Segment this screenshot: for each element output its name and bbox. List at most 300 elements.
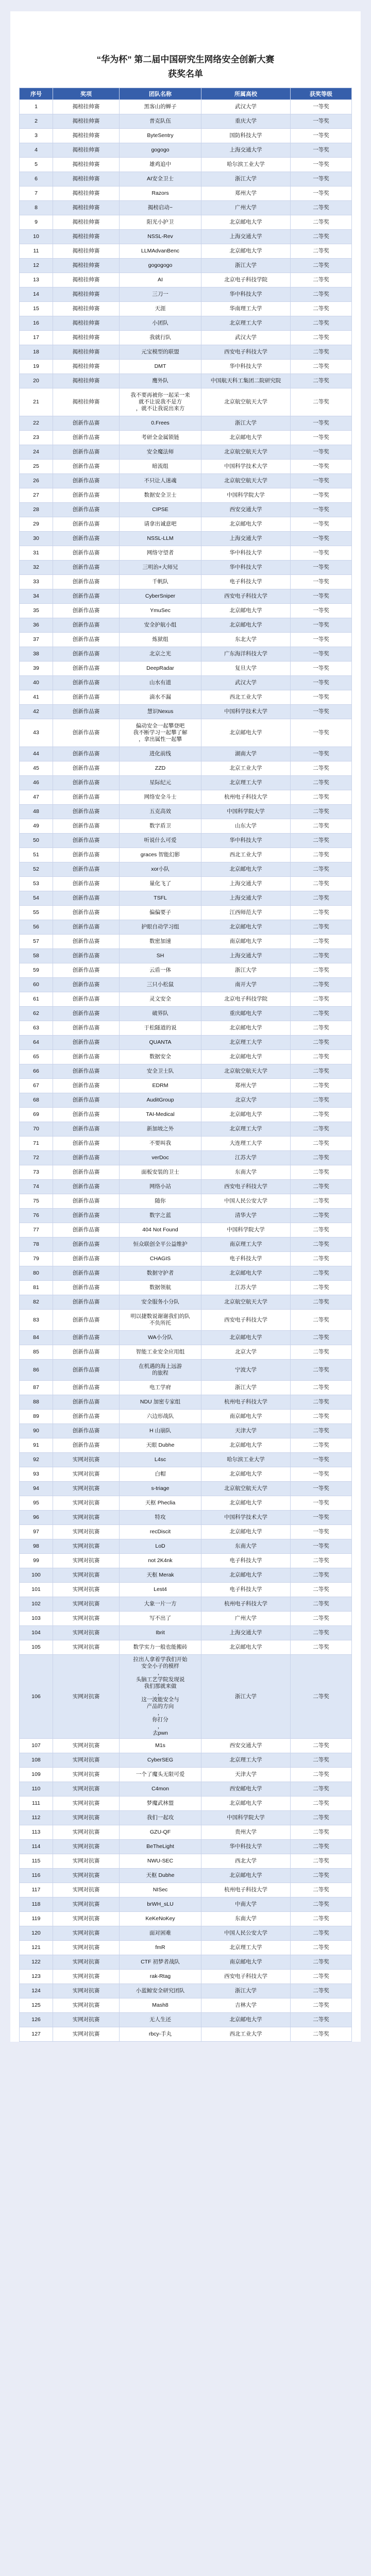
award-cell-index: 19 [20,360,53,374]
award-cell-level: 二等奖 [291,1360,352,1381]
award-cell-award: 创新作品赛 [53,1345,120,1360]
award-cell-school: 北京邮电大学 [201,1438,291,1453]
award-cell-school: 北京邮电大学 [201,1797,291,1811]
award-cell-school: 北京航空航天大学 [201,1295,291,1310]
award-cell-award: 创新作品赛 [53,1093,120,1108]
award-cell-team: Lest4 [120,1583,201,1597]
award-cell-award: 创新作品赛 [53,1410,120,1424]
award-row [20,1739,352,1753]
award-cell-award: 揭榜挂帅赛 [53,388,120,416]
award-cell-award: 实网对抗赛 [53,1453,120,1467]
award-cell-team: 阳光小护卫 [120,215,201,230]
award-cell-team: LLMAdvanBenc [120,244,201,259]
award-cell-award: 实网对抗赛 [53,1554,120,1568]
award-cell-award: 创新作品赛 [53,1331,120,1345]
award-cell-school: 西安电子科技大学 [201,1970,291,1984]
award-cell-award: 实网对抗赛 [53,1782,120,1797]
award-cell-school: 北京邮电大学 [201,920,291,935]
award-cell-school: 北京邮电大学 [201,1108,291,1122]
award-cell-level: 二等奖 [291,1122,352,1137]
award-cell-level: 二等奖 [291,1223,352,1238]
award-cell-level: 二等奖 [291,978,352,992]
award-cell-school: 南京邮电大学 [201,935,291,949]
award-cell-team: 鹰外队 [120,374,201,388]
award-cell-school: 大连理工大学 [201,1137,291,1151]
award-cell-level: 二等奖 [291,1970,352,1984]
award-cell-school: 重庆大学 [201,114,291,129]
award-cell-level: 二等奖 [291,331,352,345]
award-cell-award: 创新作品赛 [53,1137,120,1151]
award-cell-award: 揭榜挂帅赛 [53,273,120,287]
award-cell-award: 创新作品赛 [53,1165,120,1180]
award-cell-level: 二等奖 [291,1064,352,1079]
award-cell-school: 北京邮电大学 [201,2013,291,2027]
award-cell-award: 创新作品赛 [53,1021,120,1036]
award-cell-level: 一等奖 [291,488,352,503]
award-cell-award: 创新作品赛 [53,1310,120,1331]
award-cell-team: TSFL [120,891,201,906]
award-row [20,1381,352,1395]
award-cell-level: 二等奖 [291,1194,352,1209]
award-cell-school: 中国人民公安大学 [201,1926,291,1941]
award-row [20,1840,352,1854]
award-cell-team: 黑客山的蝉子 [120,100,201,114]
award-row [20,1122,352,1137]
award-cell-index: 51 [20,848,53,862]
award-cell-level: 一等奖 [291,416,352,431]
award-cell-team: verDoc [120,1151,201,1165]
award-cell-award: 创新作品赛 [53,431,120,445]
award-cell-award: 创新作品赛 [53,662,120,676]
award-cell-level: 二等奖 [291,1797,352,1811]
award-cell-level: 一等奖 [291,575,352,589]
award-cell-award: 创新作品赛 [53,460,120,474]
award-cell-team: gogogo [120,143,201,158]
award-cell-team: TAI-Medical [120,1108,201,1122]
award-cell-school: 上海交通大学 [201,1626,291,1640]
award-row [20,460,352,474]
award-cell-team: 新加坡之外 [120,1122,201,1137]
award-cell-index: 70 [20,1122,53,1137]
award-row [20,1640,352,1655]
award-cell-index: 53 [20,877,53,891]
award-cell-school: 北京邮电大学 [201,1568,291,1583]
award-cell-index: 89 [20,1410,53,1424]
award-cell-award: 创新作品赛 [53,963,120,978]
award-cell-index: 14 [20,287,53,302]
award-cell-team: 听说什么可爱 [120,834,201,848]
award-cell-award: 实网对抗赛 [53,2013,120,2027]
award-cell-school: 华中科技大学 [201,834,291,848]
award-row [20,1108,352,1122]
award-cell-school: 哈尔滨工业大学 [201,158,291,172]
award-cell-team: BeTheLight [120,1840,201,1854]
award-cell-team: 0.Frees [120,416,201,431]
award-row [20,1955,352,1970]
award-row [20,1467,352,1482]
award-row [20,172,352,187]
award-cell-level: 二等奖 [291,1381,352,1395]
award-cell-team: ByteSentry [120,129,201,143]
award-cell-school: 西安电子科技大学 [201,345,291,360]
award-cell-team: 量化飞了 [120,877,201,891]
award-cell-level: 二等奖 [291,906,352,920]
award-cell-index: 103 [20,1612,53,1626]
award-row [20,129,352,143]
award-row [20,1410,352,1424]
award-row [20,1525,352,1539]
award-cell-index: 111 [20,1797,53,1811]
award-cell-team: 三只小松鼠 [120,978,201,992]
award-cell-level: 二等奖 [291,1079,352,1093]
award-row [20,187,352,201]
award-cell-team: 灵文安全 [120,992,201,1007]
award-cell-award: 创新作品赛 [53,1424,120,1438]
award-cell-level: 二等奖 [291,1424,352,1438]
award-cell-team: 炼狱组 [120,633,201,647]
award-cell-team: 404 Not Found [120,1223,201,1238]
award-row [20,1854,352,1869]
award-cell-team: 天涯 [120,302,201,316]
award-cell-team: 数据安全卫士 [120,488,201,503]
award-cell-award: 创新作品赛 [53,1036,120,1050]
award-cell-award: 揭榜挂帅赛 [53,100,120,114]
award-cell-award: 创新作品赛 [53,416,120,431]
award-cell-school: 华中科技大学 [201,360,291,374]
award-cell-level: 二等奖 [291,1151,352,1165]
award-cell-index: 27 [20,488,53,503]
award-cell-level: 二等奖 [291,1108,352,1122]
award-cell-award: 创新作品赛 [53,1252,120,1266]
award-cell-award: 创新作品赛 [53,575,120,589]
award-cell-index: 125 [20,1998,53,2013]
award-cell-level: 一等奖 [291,517,352,532]
award-cell-level: 二等奖 [291,273,352,287]
award-cell-award: 实网对抗赛 [53,1467,120,1482]
award-cell-school: 华中科技大学 [201,287,291,302]
award-row [20,100,352,114]
award-cell-award: 实网对抗赛 [53,1568,120,1583]
award-cell-team: 恒众联创全平公益维护 [120,1238,201,1252]
award-cell-team: 六边形战队 [120,1410,201,1424]
award-cell-award: 实网对抗赛 [53,1926,120,1941]
award-cell-index: 99 [20,1554,53,1568]
award-row [20,1064,352,1079]
award-cell-team: 三明治+大师兄 [120,561,201,575]
award-cell-school: 电子科技大学 [201,1554,291,1568]
award-row [20,445,352,460]
award-cell-index: 67 [20,1079,53,1093]
award-cell-school: 南京理工大学 [201,1238,291,1252]
award-cell-level: 一等奖 [291,589,352,604]
award-row [20,158,352,172]
award-row [20,2013,352,2027]
award-cell-school: 南京邮电大学 [201,1955,291,1970]
award-cell-level: 二等奖 [291,1825,352,1840]
award-cell-index: 69 [20,1108,53,1122]
award-cell-school: 中国科学技术大学 [201,705,291,719]
award-cell-award: 创新作品赛 [53,705,120,719]
award-cell-index: 48 [20,805,53,819]
award-cell-award: 创新作品赛 [53,1108,120,1122]
award-row [20,1281,352,1295]
award-cell-level: 二等奖 [291,2013,352,2027]
award-cell-team: 无人生还 [120,2013,201,2027]
award-cell-level: 二等奖 [291,374,352,388]
award-row [20,244,352,259]
award-cell-team: 进化前线 [120,747,201,761]
award-cell-team: 在机遇的海上远游 的旅程 [120,1360,201,1381]
award-row [20,360,352,374]
award-cell-index: 61 [20,992,53,1007]
award-cell-team: 星际纪元 [120,776,201,790]
award-cell-award: 揭榜挂帅赛 [53,114,120,129]
award-cell-level: 二等奖 [291,1007,352,1021]
award-cell-award: 创新作品赛 [53,790,120,805]
award-row [20,1797,352,1811]
award-cell-index: 32 [20,561,53,575]
award-row [20,848,352,862]
award-cell-school: 北京邮电大学 [201,862,291,877]
award-row [20,1194,352,1209]
award-cell-school: 浙江大学 [201,1984,291,1998]
award-cell-award: 揭榜挂帅赛 [53,158,120,172]
award-cell-award: 创新作品赛 [53,445,120,460]
award-cell-school: 北京邮电大学 [201,1640,291,1655]
award-row [20,1079,352,1093]
award-cell-award: 揭榜挂帅赛 [53,302,120,316]
award-cell-level: 一等奖 [291,647,352,662]
award-cell-school: 江苏大学 [201,1281,291,1295]
award-cell-team: 特攻 [120,1511,201,1525]
award-cell-award: 创新作品赛 [53,1151,120,1165]
award-cell-school: 郑州大学 [201,187,291,201]
award-cell-team: 暗流组 [120,460,201,474]
award-cell-index: 60 [20,978,53,992]
award-cell-index: 102 [20,1597,53,1612]
award-row [20,1597,352,1612]
award-cell-team: 请拿出诚意吧 [120,517,201,532]
award-cell-index: 109 [20,1768,53,1782]
award-cell-team: 网络守望者 [120,546,201,561]
award-cell-award: 实网对抗赛 [53,1840,120,1854]
award-row [20,273,352,287]
award-cell-school: 浙江大学 [201,1655,291,1739]
award-cell-school: 北京理工大学 [201,316,291,331]
award-cell-index: 72 [20,1151,53,1165]
award-cell-level: 二等奖 [291,805,352,819]
award-cell-school: 北京航空航天大学 [201,1482,291,1496]
award-cell-school: 北京电子科技学院 [201,992,291,1007]
award-cell-award: 实网对抗赛 [53,1955,120,1970]
award-row [20,891,352,906]
award-cell-school: 上海交通大学 [201,891,291,906]
award-cell-team: 网络安全斗士 [120,790,201,805]
award-cell-award: 创新作品赛 [53,618,120,633]
award-cell-team: gogogogo [120,259,201,273]
award-cell-level: 二等奖 [291,1897,352,1912]
award-cell-level: 一等奖 [291,676,352,690]
award-cell-school: 武汉大学 [201,100,291,114]
award-cell-award: 实网对抗赛 [53,1739,120,1753]
award-cell-school: 北京大学 [201,1093,291,1108]
award-cell-team: H 山崩队 [120,1424,201,1438]
award-cell-index: 8 [20,201,53,215]
award-cell-award: 创新作品赛 [53,719,120,747]
award-cell-level: 二等奖 [291,1912,352,1926]
award-cell-level: 二等奖 [291,1554,352,1568]
award-cell-school: 北京邮电大学 [201,244,291,259]
award-cell-index: 84 [20,1331,53,1345]
award-cell-school: 中国人民公安大学 [201,1194,291,1209]
award-cell-school: 中南大学 [201,1897,291,1912]
award-cell-award: 实网对抗赛 [53,1998,120,2013]
award-cell-index: 66 [20,1064,53,1079]
award-cell-index: 5 [20,158,53,172]
award-cell-level: 一等奖 [291,747,352,761]
award-row [20,1496,352,1511]
award-cell-award: 创新作品赛 [53,1079,120,1093]
award-cell-level: 二等奖 [291,992,352,1007]
award-cell-school: 广州大学 [201,201,291,215]
award-row [20,935,352,949]
award-cell-level: 二等奖 [291,1753,352,1768]
award-cell-team: not 2K4nk [120,1554,201,1568]
award-cell-level: 二等奖 [291,215,352,230]
award-row [20,546,352,561]
award-cell-level: 二等奖 [291,1597,352,1612]
award-cell-level: 二等奖 [291,1238,352,1252]
award-cell-team: CTF 初梦者战队 [120,1955,201,1970]
award-cell-level: 二等奖 [291,1137,352,1151]
award-cell-award: 创新作品赛 [53,949,120,963]
award-cell-team: AI [120,273,201,287]
award-cell-team: 安全卫士队 [120,1064,201,1079]
award-cell-index: 16 [20,316,53,331]
award-row [20,1395,352,1410]
award-cell-index: 101 [20,1583,53,1597]
award-cell-index: 123 [20,1970,53,1984]
award-cell-level: 二等奖 [291,360,352,374]
award-row [20,1897,352,1912]
award-cell-award: 实网对抗赛 [53,1883,120,1897]
award-cell-index: 78 [20,1238,53,1252]
award-row [20,662,352,676]
award-cell-index: 49 [20,819,53,834]
award-row [20,834,352,848]
award-row [20,1223,352,1238]
award-cell-award: 实网对抗赛 [53,1525,120,1539]
award-cell-level: 二等奖 [291,761,352,776]
award-cell-award: 创新作品赛 [53,589,120,604]
award-row [20,2027,352,2042]
award-row [20,1655,352,1739]
award-cell-index: 38 [20,647,53,662]
award-cell-school: 电子科技大学 [201,1583,291,1597]
award-row [20,517,352,532]
award-cell-team: NSSL-Rev [120,230,201,244]
award-cell-team: M1s [120,1739,201,1753]
award-cell-award: 实网对抗赛 [53,1655,120,1739]
award-row [20,1583,352,1597]
award-cell-level: 二等奖 [291,848,352,862]
award-cell-index: 12 [20,259,53,273]
award-cell-index: 28 [20,503,53,517]
award-cell-level: 二等奖 [291,345,352,360]
award-cell-index: 118 [20,1897,53,1912]
award-cell-index: 15 [20,302,53,316]
award-cell-award: 实网对抗赛 [53,1825,120,1840]
award-cell-level: 二等奖 [291,1854,352,1869]
award-cell-index: 82 [20,1295,53,1310]
award-row [20,1180,352,1194]
award-cell-index: 76 [20,1209,53,1223]
award-cell-index: 112 [20,1811,53,1825]
award-cell-level: 二等奖 [291,1050,352,1064]
award-cell-team: 偏动安全一起攀登吧 我不断学习一起攀了解 ，拿出属性一起攀 [120,719,201,747]
award-cell-award: 创新作品赛 [53,676,120,690]
award-row [20,589,352,604]
award-row [20,416,352,431]
award-cell-index: 113 [20,1825,53,1840]
award-row [20,1782,352,1797]
award-cell-school: 北京航空航天大学 [201,1064,291,1079]
award-cell-level: 一等奖 [291,158,352,172]
award-cell-school: 国防科技大学 [201,129,291,143]
award-cell-level: 二等奖 [291,1021,352,1036]
award-cell-award: 实网对抗赛 [53,1897,120,1912]
award-cell-index: 39 [20,662,53,676]
award-cell-level: 二等奖 [291,776,352,790]
award-cell-award: 揭榜挂帅赛 [53,143,120,158]
award-cell-team: SH [120,949,201,963]
award-cell-team: 我不要再被你一起采一来 就不让说我不是方 ，就不让我说出来方 [120,388,201,416]
award-cell-level: 二等奖 [291,819,352,834]
award-row [20,1209,352,1223]
award-cell-level: 二等奖 [291,1568,352,1583]
award-cell-award: 实网对抗赛 [53,1797,120,1811]
award-cell-award: 创新作品赛 [53,1360,120,1381]
award-cell-school: 杭州电子科技大学 [201,1395,291,1410]
award-row [20,302,352,316]
award-row [20,1438,352,1453]
award-cell-team: CHAGIS [120,1252,201,1266]
award-cell-level: 二等奖 [291,1093,352,1108]
award-row [20,1482,352,1496]
award-cell-team: 天枢 Merak [120,1568,201,1583]
award-cell-team: 安全服务小分队 [120,1295,201,1310]
award-cell-school: 杭州电子科技大学 [201,1883,291,1897]
award-cell-school: 北京邮电大学 [201,604,291,618]
award-cell-level: 二等奖 [291,1252,352,1266]
award-row [20,201,352,215]
award-cell-award: 创新作品赛 [53,1064,120,1079]
award-cell-team: EDRM [120,1079,201,1093]
award-row [20,1970,352,1984]
award-cell-team: 揭榜启动~ [120,201,201,215]
award-cell-level: 二等奖 [291,1811,352,1825]
award-cell-award: 创新作品赛 [53,862,120,877]
award-cell-level: 一等奖 [291,503,352,517]
award-cell-school: 西北工业大学 [201,2027,291,2042]
award-cell-level: 一等奖 [291,1496,352,1511]
award-cell-index: 59 [20,963,53,978]
award-row [20,431,352,445]
award-cell-school: 上海交通大学 [201,877,291,891]
award-row [20,345,352,360]
award-cell-index: 105 [20,1640,53,1655]
award-cell-level: 二等奖 [291,1768,352,1782]
